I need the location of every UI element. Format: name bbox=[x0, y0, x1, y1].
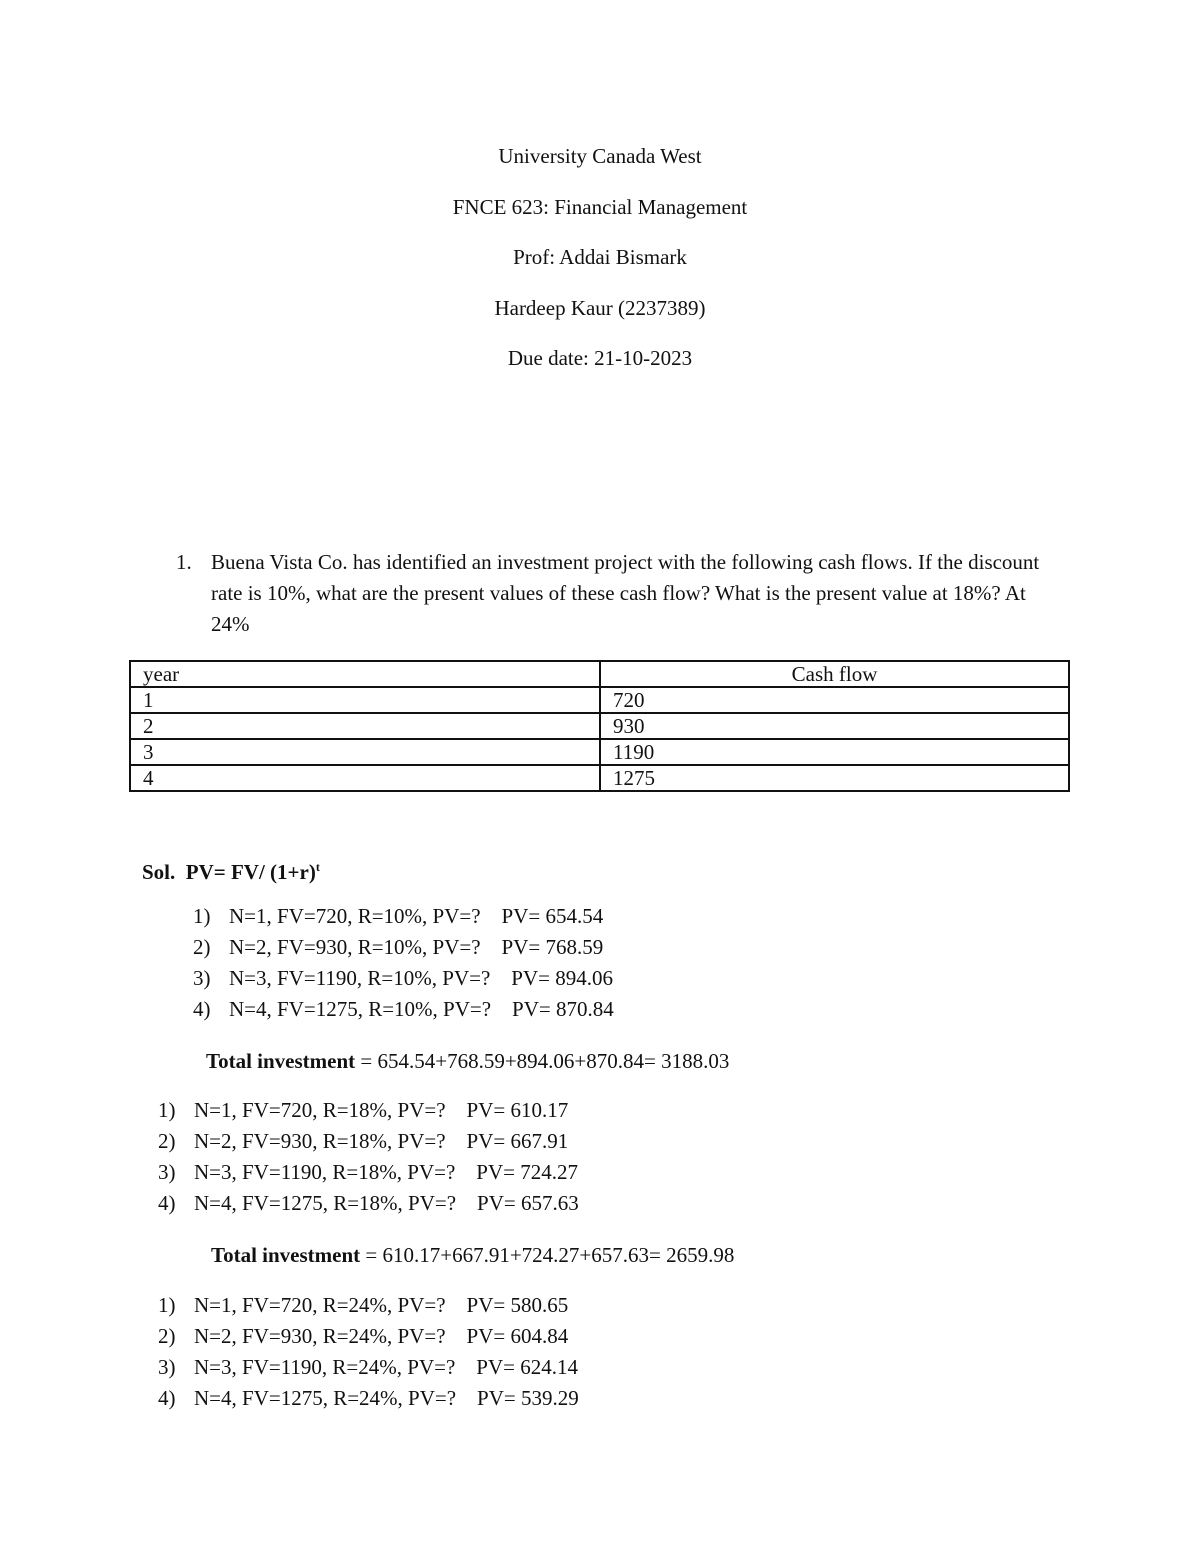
question-number: 1. bbox=[176, 550, 192, 574]
total-investment-10-percent bbox=[206, 1046, 729, 1076]
table-row bbox=[130, 765, 1069, 791]
item-number: 2) bbox=[158, 1129, 176, 1153]
cash-flow-table bbox=[129, 660, 1070, 792]
total-value: = 610.17+667.91+724.27+657.63= 2659.98 bbox=[360, 1243, 735, 1267]
pv-formula: PV= FV/ (1+r) bbox=[185, 860, 316, 884]
solution-label: Sol. bbox=[142, 860, 176, 884]
table-row bbox=[130, 713, 1069, 739]
cash-flow-cell: 1190 bbox=[600, 739, 1069, 765]
column-header-year: year bbox=[130, 661, 600, 687]
pv-list-24-percent bbox=[158, 1290, 579, 1414]
total-label: Total investment bbox=[206, 1049, 356, 1073]
table-row bbox=[130, 687, 1069, 713]
item-number: 2) bbox=[193, 935, 211, 959]
item-text: N=4, FV=1275, R=10%, PV=? PV= 870.84 bbox=[229, 997, 614, 1021]
year-cell: 3 bbox=[130, 739, 600, 765]
due-date: Due date: 21-10-2023 bbox=[507, 346, 693, 370]
pv-list-10-percent bbox=[193, 901, 614, 1025]
solution-heading bbox=[142, 852, 320, 887]
cash-flow-cell: 1275 bbox=[600, 765, 1069, 791]
item-text: N=4, FV=1275, R=24%, PV=? PV= 539.29 bbox=[194, 1386, 579, 1410]
table-row bbox=[130, 739, 1069, 765]
list-item bbox=[193, 994, 614, 1025]
item-text: N=3, FV=1190, R=18%, PV=? PV= 724.27 bbox=[194, 1160, 578, 1184]
list-item bbox=[158, 1383, 579, 1414]
course-title: FNCE 623: Financial Management bbox=[452, 194, 748, 219]
item-text: N=3, FV=1190, R=24%, PV=? PV= 624.14 bbox=[194, 1355, 578, 1379]
list-item bbox=[158, 1352, 579, 1383]
year-cell: 2 bbox=[130, 713, 600, 739]
list-item bbox=[158, 1095, 579, 1126]
column-header-cash-flow: Cash flow bbox=[600, 661, 1069, 687]
item-text: N=3, FV=1190, R=10%, PV=? PV= 894.06 bbox=[229, 966, 613, 990]
title-block bbox=[0, 140, 1200, 393]
item-number: 4) bbox=[158, 1386, 176, 1410]
item-number: 3) bbox=[158, 1160, 176, 1184]
list-item bbox=[158, 1157, 579, 1188]
table-header-row bbox=[130, 661, 1069, 687]
item-text: N=4, FV=1275, R=18%, PV=? PV= 657.63 bbox=[194, 1191, 579, 1215]
list-item bbox=[158, 1290, 579, 1321]
list-item bbox=[158, 1126, 579, 1157]
university-name: University Canada West bbox=[498, 144, 702, 168]
cash-flow-cell: 720 bbox=[600, 687, 1069, 713]
professor-name: Prof: Addai Bismark bbox=[513, 245, 687, 269]
student-name: Hardeep Kaur (2237389) bbox=[494, 295, 706, 320]
item-number: 2) bbox=[158, 1324, 176, 1348]
year-cell: 4 bbox=[130, 765, 600, 791]
item-text: N=1, FV=720, R=18%, PV=? PV= 610.17 bbox=[194, 1098, 569, 1122]
item-text: N=1, FV=720, R=10%, PV=? PV= 654.54 bbox=[229, 904, 604, 928]
pv-list-18-percent bbox=[158, 1095, 579, 1219]
item-number: 3) bbox=[193, 966, 211, 990]
item-text: N=2, FV=930, R=10%, PV=? PV= 768.59 bbox=[229, 935, 604, 959]
list-item bbox=[158, 1321, 579, 1352]
formula-exponent: t bbox=[315, 860, 320, 874]
item-text: N=2, FV=930, R=18%, PV=? PV= 667.91 bbox=[194, 1129, 569, 1153]
item-number: 1) bbox=[158, 1098, 176, 1122]
item-number: 4) bbox=[193, 997, 211, 1021]
item-number: 1) bbox=[193, 904, 211, 928]
list-item bbox=[193, 963, 614, 994]
list-item bbox=[193, 901, 614, 932]
cash-flow-cell: 930 bbox=[600, 713, 1069, 739]
item-number: 3) bbox=[158, 1355, 176, 1379]
item-number: 1) bbox=[158, 1293, 176, 1317]
total-label: Total investment bbox=[211, 1243, 361, 1267]
total-investment-18-percent bbox=[211, 1240, 734, 1270]
list-item bbox=[193, 932, 614, 963]
question-text: Buena Vista Co. has identified an investment project with the following cash flows. If the discount rate is 10%, what are the present values of these cash flow? What is the present value at 18%? At 24% bbox=[211, 550, 1040, 636]
list-item bbox=[158, 1188, 579, 1219]
total-value: = 654.54+768.59+894.06+870.84= 3188.03 bbox=[355, 1049, 730, 1073]
item-text: N=1, FV=720, R=24%, PV=? PV= 580.65 bbox=[194, 1293, 569, 1317]
year-cell: 1 bbox=[130, 687, 600, 713]
item-number: 4) bbox=[158, 1191, 176, 1215]
question-1 bbox=[176, 547, 1066, 640]
item-text: N=2, FV=930, R=24%, PV=? PV= 604.84 bbox=[194, 1324, 569, 1348]
